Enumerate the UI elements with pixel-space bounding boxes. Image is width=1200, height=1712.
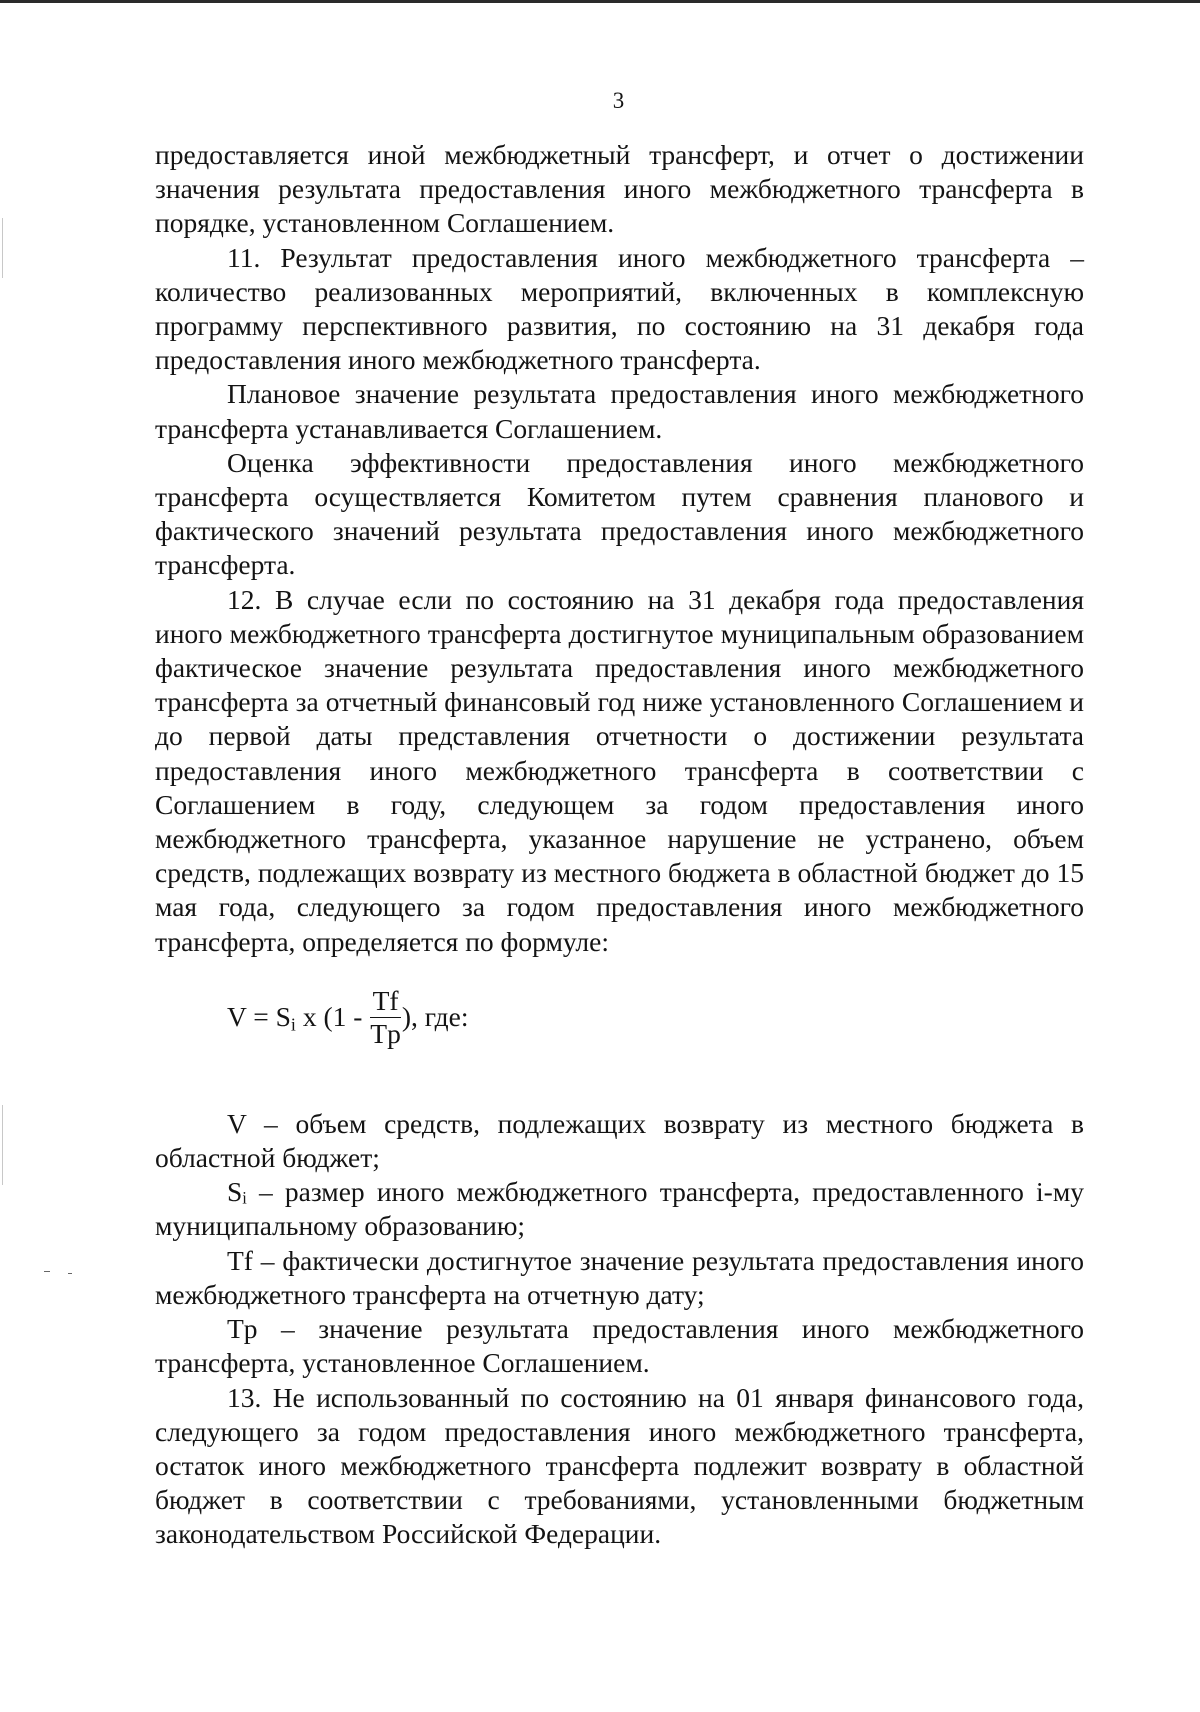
- paragraph: V – объем средств, подлежащих возврату из местного бюджета в областной бюджет;: [155, 1107, 1084, 1174]
- scan-speck: [44, 1271, 50, 1272]
- scan-left-mark: [2, 218, 3, 278]
- paragraph: 12. В случае если по состоянию на 31 декабря года предоставления иного межбюджетного трансферта достигнутое муниципальным образованием фактическое значение результата предоставления иного межбюджетного трансферта за отчетный финансовый год ниже установленного Соглашением и до первой даты представления отчетности о достижении результата предоставления иного межбюджетного трансферта в соответствии с Соглашением в году, следующем за годом предоставления иного межбюджетного трансферта, указанное нарушение не устранено, объем средств, подлежащих возврату из местного бюджета в областной бюджет до 15 мая года, следующего за годом предоставления иного межбюджетного трансферта, определяется по формуле:: [155, 583, 1084, 957]
- scan-left-mark: [2, 1105, 3, 1185]
- paragraph: 13. Не использованный по состоянию на 01 января финансового года, следующего за годом предоставления иного межбюджетного трансферта, остаток иного межбюджетного трансферта подлежит возврату в областной бюджет в соответствии с требованиями, установленными бюджетным законодательством Российской Федерации.: [155, 1381, 1084, 1550]
- formula-tail: ), где:: [401, 1001, 469, 1033]
- paragraph: Плановое значение результата предоставления иного межбюджетного трансферта устанавливается Соглашением.: [155, 378, 1084, 444]
- formula-denominator: Tp: [370, 1017, 401, 1049]
- formula-subscript: i: [290, 1014, 296, 1035]
- return-volume-formula: [227, 985, 1084, 1057]
- paragraph: предоставляется иной межбюджетный трансферт, и отчет о достижении значения результата предоставления иного межбюджетного трансферта в порядке, установленном Соглашением.: [155, 139, 1084, 239]
- formula-numerator: Tf: [370, 985, 401, 1018]
- paragraph: Sᵢ – размер иного межбюджетного трансферта, предоставленного i-му муниципальному образованию;: [155, 1176, 1084, 1242]
- formula-middle: x (1 -: [295, 1001, 363, 1033]
- paragraph: 11. Результат предоставления иного межбюджетного трансферта – количество реализованных мероприятий, включенных в комплексную программу перспективного развития, по состоянию на 31 декабря года предоставления иного межбюджетного трансферта.: [155, 241, 1084, 376]
- scan-top-edge: [0, 0, 1200, 3]
- formula-fraction: [370, 985, 401, 1050]
- scan-speck: [68, 1273, 72, 1274]
- paragraph: Tf – фактически достигнутое значение результата предоставления иного межбюджетного трансферта на отчетную дату;: [155, 1244, 1084, 1310]
- page-number: 3: [612, 88, 625, 113]
- paragraph: Tp – значение результата предоставления иного межбюджетного трансферта, установленное Соглашением.: [155, 1313, 1084, 1379]
- document-body: [155, 138, 1084, 1552]
- formula-lhs: V = S: [227, 1001, 291, 1033]
- paragraphs-before-formula: [155, 138, 1084, 959]
- paragraph: Оценка эффективности предоставления иного межбюджетного трансферта осуществляется Комитетом путем сравнения планового и фактического значений результата предоставления иного межбюджетного трансферта.: [155, 446, 1084, 581]
- paragraphs-after-formula: [155, 1107, 1084, 1552]
